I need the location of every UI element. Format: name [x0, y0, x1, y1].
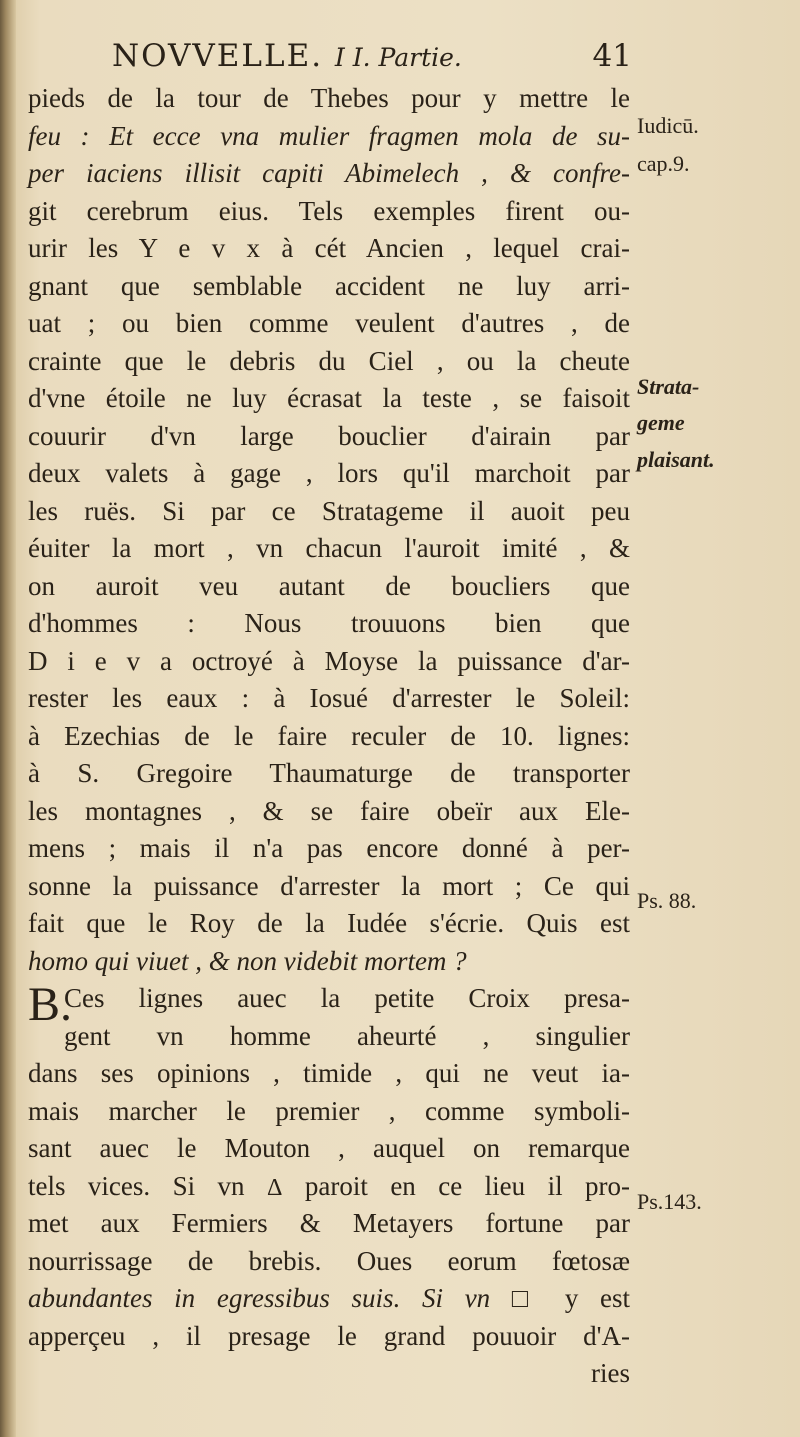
text-line: feu : Et ecce vna mulier fragmen mola de su- — [28, 120, 630, 151]
page-number: 41 — [592, 38, 632, 74]
text-segment: tels vices. Si vn — [28, 1170, 245, 1201]
margin-note: plaisant. — [637, 447, 715, 472]
text-line: mais marcher le premier , comme symboli- — [28, 1095, 630, 1126]
text-line: per iaciens illisit capiti Abimelech , & confre- — [28, 158, 630, 188]
catchword: ries — [591, 1358, 630, 1388]
text-line: d'vne étoile ne luy écrasat la teste , se faisoit — [28, 383, 630, 413]
text-line: gnant que semblable accident ne luy arri- — [28, 270, 630, 301]
text-line: mens ; mais il n'a pas encore donné à per- — [28, 833, 630, 863]
text-line: fait que le Roy de la Iudée s'écrie. Quis est — [28, 908, 630, 938]
text-line: uat ; ou bien comme veulent d'autres , de — [28, 308, 630, 338]
text-line: gent vn homme aheurté , singulier — [64, 1020, 630, 1051]
text-line: urir les Y e v x à cét Ancien , lequel crai- — [28, 233, 630, 263]
running-title: NOVVELLE. — [112, 38, 324, 74]
text-line: couurir d'vn large bouclier d'airain par — [28, 420, 630, 451]
text-line: apperçeu , il presage le grand pouuoir d'A- — [28, 1320, 630, 1351]
running-head — [112, 38, 632, 74]
text-line-with-symbol — [28, 1168, 630, 1206]
margin-note: Ps. 88. — [637, 888, 697, 913]
drop-letter: B. — [28, 978, 73, 1031]
text-line: sant auec le Mouton , auquel on remarque — [28, 1133, 630, 1163]
text-line: d'hommes : Nous trouuons bien que — [28, 608, 630, 638]
text-line-drop — [28, 978, 630, 1031]
text-line: sonne la puissance d'arrester la mort ; Ce qui — [28, 870, 630, 901]
margin-note: geme — [637, 410, 685, 435]
text-segment: abundantes in egressibus suis. Si vn — [28, 1283, 491, 1313]
margin-note: cap.9. — [637, 151, 690, 176]
text-line-with-symbol — [28, 1280, 630, 1318]
margin-note: Strata- — [637, 374, 700, 399]
margin-note: Iudicū. — [637, 113, 699, 138]
text-line: éuiter la mort , vn chacun l'auroit imité , & — [28, 533, 630, 563]
text-line: met aux Fermiers & Metayers fortune par — [28, 1208, 630, 1238]
text-line: on auroit veu autant de boucliers que — [28, 570, 630, 601]
text-segment: y est — [564, 1283, 630, 1313]
margin-note: Ps.143. — [637, 1189, 702, 1214]
text-line: crainte que le debris du Ciel , ou la cheute — [28, 345, 630, 376]
text-line: les ruës. Si par ce Stratageme il auoit peu — [28, 495, 630, 526]
text-line: D i e v a octroyé à Moyse la puissance d'ar- — [28, 645, 630, 676]
text-line: deux valets à gage , lors qu'il marchoit par — [28, 458, 630, 488]
square-icon: □ — [511, 1283, 544, 1313]
page-gutter — [0, 0, 16, 1437]
text-line: dans ses opinions , timide , qui ne veut ia- — [28, 1058, 630, 1088]
text-line: à Ezechias de le faire reculer de 10. lignes: — [28, 720, 630, 751]
text-line: homo qui viuet , & non videbit mortem ? — [28, 945, 467, 976]
text-segment: paroit en ce lieu il pro- — [304, 1170, 631, 1201]
text-line: git cerebrum eius. Tels exemples firent ou- — [28, 195, 630, 226]
main-text — [28, 80, 630, 1393]
text-line: pieds de la tour de Thebes pour y mettre le — [28, 83, 630, 113]
part-label: I I. Partie. — [334, 43, 462, 72]
text-line: les montagnes , & se faire obeïr aux Ele- — [28, 795, 630, 826]
text-line: rester les eaux : à Iosué d'arrester le Soleil: — [28, 683, 630, 713]
text-line: nourrissage de brebis. Oues eorum fœtosæ — [28, 1245, 630, 1276]
text-line: à S. Gregoire Thaumaturge de transporter — [28, 758, 630, 788]
triangle-icon: Δ — [267, 1174, 283, 1201]
text-line-rest: Ces lignes auec la petite Croix presa- — [64, 983, 630, 1013]
